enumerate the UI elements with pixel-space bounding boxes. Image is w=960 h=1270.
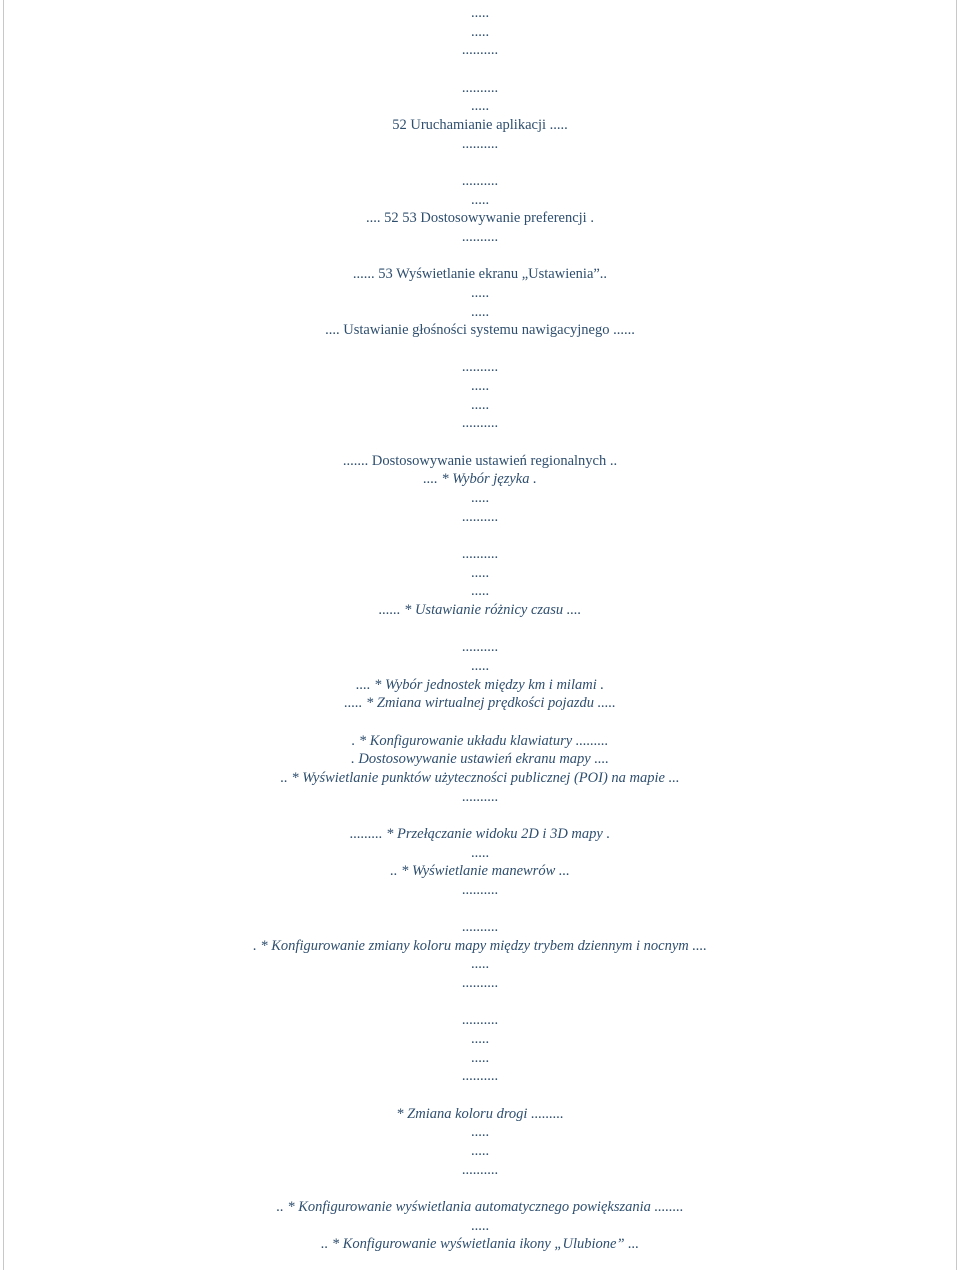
toc-line: ....... Dostosowywanie ustawień regionalnych .. (342, 452, 618, 469)
toc-line: .......... (461, 228, 499, 245)
toc-line: ......... * Przełączanie widoku 2D i 3D mapy . (349, 825, 611, 842)
toc-line: ..... * Zmiana wirtualnej prędkości pojazdu ..... (344, 695, 616, 712)
toc-blank-line (0, 900, 960, 919)
toc-line: * Zmiana koloru drogi ......... (396, 1105, 564, 1122)
toc-line: ..... (470, 657, 490, 674)
toc-blank-line (0, 526, 960, 545)
toc-line: ..... (470, 1049, 490, 1066)
toc-line: ..... (470, 23, 490, 40)
toc-line: .... * Wybór języka . (423, 471, 537, 488)
toc-line: .......... (461, 508, 499, 525)
toc-blank-line (0, 153, 960, 172)
toc-line: .... * Wybór jednostek między km i milami . (356, 676, 604, 693)
toc-line: ..... (470, 396, 490, 413)
toc-line: ..... (470, 303, 490, 320)
toc-line: .......... (461, 172, 499, 189)
toc-blank-line (0, 993, 960, 1012)
toc-line: .......... (461, 788, 499, 805)
toc-line: .... Ustawianie głośności systemu nawigacyjnego ...... (325, 322, 635, 339)
toc-line: . Dostosowywanie ustawień ekranu mapy .... (351, 751, 609, 768)
toc-line: ..... (470, 284, 490, 301)
toc-blank-line (0, 620, 960, 639)
toc-line: .......... (461, 135, 499, 152)
toc-line: ..... (470, 1124, 490, 1141)
toc-line: .......... (461, 359, 499, 376)
toc-line: .......... (461, 639, 499, 656)
toc-line: .......... (461, 919, 499, 936)
toc-line: .......... (461, 1068, 499, 1085)
toc-line: . * Konfigurowanie układu klawiatury ......... (351, 732, 609, 749)
toc-line: .. * Konfigurowanie wyświetlania automatycznego powiększania ........ (276, 1199, 684, 1215)
toc-line: .......... (461, 79, 499, 96)
toc-line: .......... (461, 975, 499, 992)
toc-line: ..... (470, 191, 490, 208)
toc-line: ..... (470, 564, 490, 581)
toc-blank-line (0, 713, 960, 732)
toc-blank-line (0, 1179, 960, 1198)
toc-line: ..... (470, 490, 490, 507)
toc-line: .. * Wyświetlanie manewrów ... (390, 863, 570, 880)
toc-line: ..... (470, 5, 490, 21)
toc-blank-line (0, 60, 960, 79)
toc-line: .......... (461, 546, 499, 563)
toc-line: ..... (470, 1031, 490, 1048)
toc-blank-line (0, 806, 960, 825)
toc-line: .......... (461, 881, 499, 898)
toc-line: ..... (470, 378, 490, 395)
toc-line: .......... (461, 415, 499, 432)
toc-line: ..... (470, 844, 490, 861)
toc-line: ..... (470, 583, 490, 600)
toc-line: .......... (461, 1161, 499, 1178)
toc-line: ..... (470, 98, 490, 115)
toc-line: ..... (470, 1143, 490, 1160)
toc-blank-line (0, 1086, 960, 1105)
toc-blank-line (0, 433, 960, 452)
toc-line: ...... * Ustawianie różnicy czasu .... (378, 602, 582, 618)
toc-line: .. * Konfigurowanie wyświetlania ikony „Ulubione” ... (320, 1236, 640, 1253)
toc-line: 52 Uruchamianie aplikacji ..... (392, 116, 568, 133)
toc-blank-line (0, 340, 960, 359)
toc-blank-line (0, 247, 960, 266)
toc-line: .. * Wyświetlanie punktów użyteczności publicznej (POI) na mapie ... (280, 769, 680, 786)
toc-line: ..... (470, 956, 490, 973)
toc-line: .......... (461, 1012, 499, 1029)
toc-line: .......... (461, 42, 499, 59)
toc-line: ...... 53 Wyświetlanie ekranu „Ustawienia”.. (352, 266, 608, 283)
toc-line: ..... (470, 1217, 490, 1234)
table-of-contents (0, 4, 960, 1254)
toc-line: . * Konfigurowanie zmiany koloru mapy między trybem dziennym i nocnym .... (253, 937, 707, 954)
toc-line: .... 52 53 Dostosowywanie preferencji . (366, 210, 594, 227)
